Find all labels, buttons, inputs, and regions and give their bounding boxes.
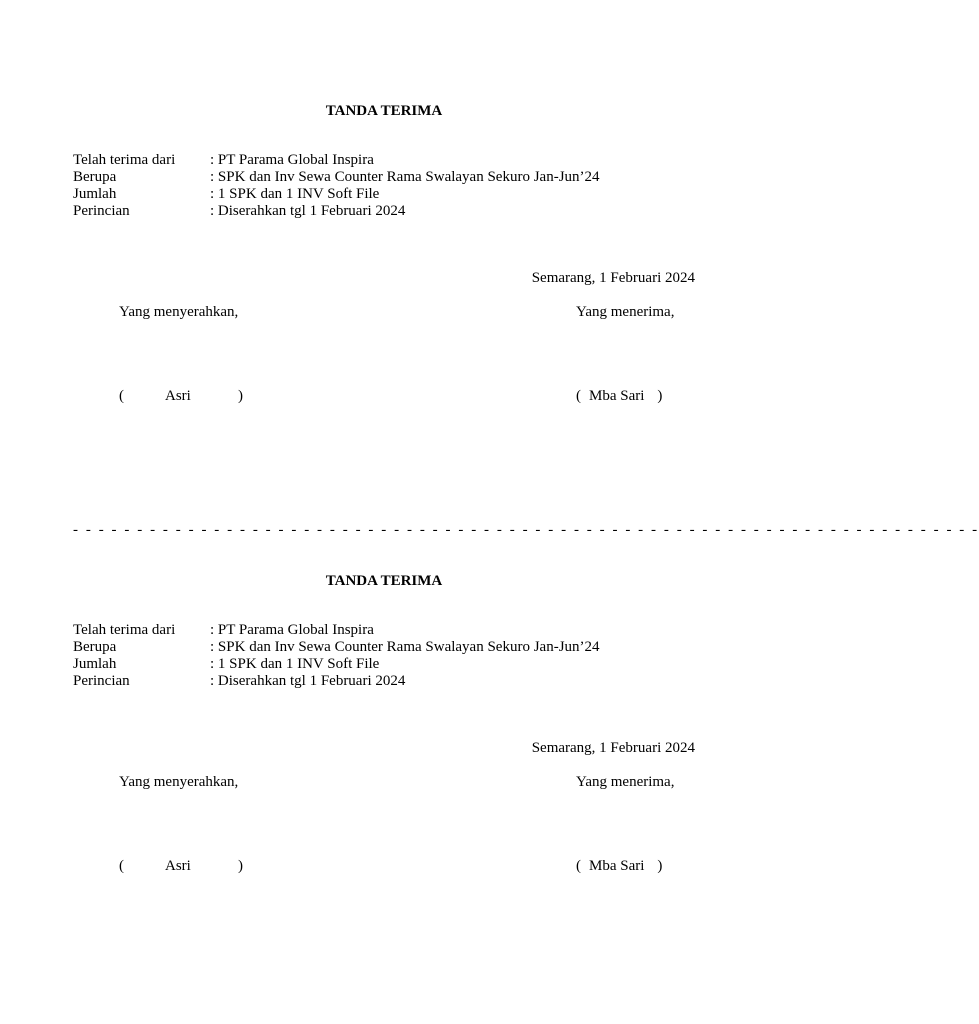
receipt-title: TANDA TERIMA [325, 573, 443, 589]
field-label: Berupa [73, 169, 117, 185]
field-value: : Diserahkan tgl 1 Februari 2024 [210, 203, 405, 220]
field-label: Perincian [73, 203, 130, 219]
giver-name: Asri [165, 858, 191, 874]
receiver-name: Mba Sari [589, 388, 645, 404]
field-row-quantity [73, 186, 600, 203]
place-date: Semarang, 1 Februari 2024 [531, 740, 695, 756]
giver-signature: ( Asri ) [119, 388, 243, 404]
field-label: Jumlah [73, 656, 117, 672]
field-value: : Diserahkan tgl 1 Februari 2024 [210, 673, 405, 690]
field-value: : PT Parama Global Inspira [210, 152, 374, 169]
field-value: : PT Parama Global Inspira [210, 622, 374, 639]
receiver-name: Mba Sari [589, 858, 645, 874]
field-value: : SPK dan Inv Sewa Counter Rama Swalayan Sekuro Jan-Jun’24 [210, 639, 600, 656]
giver-title: Yang menyerahkan, [119, 304, 239, 320]
receiver-title: Yang menerima, [576, 774, 675, 790]
field-value: : 1 SPK dan 1 INV Soft File [210, 186, 379, 203]
receipt-fields [73, 622, 600, 690]
field-row-details [73, 203, 600, 220]
field-row-quantity [73, 656, 600, 673]
field-label: Telah terima dari [73, 622, 176, 638]
receipt-title: TANDA TERIMA [325, 103, 443, 119]
receipt-top [0, 0, 768, 404]
field-row-sender [73, 622, 600, 639]
field-label: Perincian [73, 673, 130, 689]
giver-name: Asri [165, 388, 191, 404]
field-row-item [73, 169, 600, 186]
field-value: : SPK dan Inv Sewa Counter Rama Swalayan Sekuro Jan-Jun’24 [210, 169, 600, 186]
receiver-signature: ( Mba Sari ) [576, 388, 663, 404]
field-row-sender [73, 152, 600, 169]
field-value: : 1 SPK dan 1 INV Soft File [210, 656, 379, 673]
receipt-fields [73, 152, 600, 220]
giver-signature: ( Asri ) [119, 858, 243, 874]
field-row-details [73, 673, 600, 690]
receiver-title: Yang menerima, [576, 304, 675, 320]
receipt-bottom [0, 470, 979, 874]
field-label: Berupa [73, 639, 117, 655]
cut-line: - - - - - - - - - - - - - - - - - - - - - - - - - - - - - - - - - - - - - - - - - - - - - - - - - - - - - - - - - - - - - - - - - - - - - - - [73, 522, 979, 538]
field-row-item [73, 639, 600, 656]
field-label: Jumlah [73, 186, 117, 202]
place-date: Semarang, 1 Februari 2024 [531, 270, 695, 286]
giver-title: Yang menyerahkan, [119, 774, 239, 790]
field-label: Telah terima dari [73, 152, 176, 168]
receiver-signature: ( Mba Sari ) [576, 858, 663, 874]
